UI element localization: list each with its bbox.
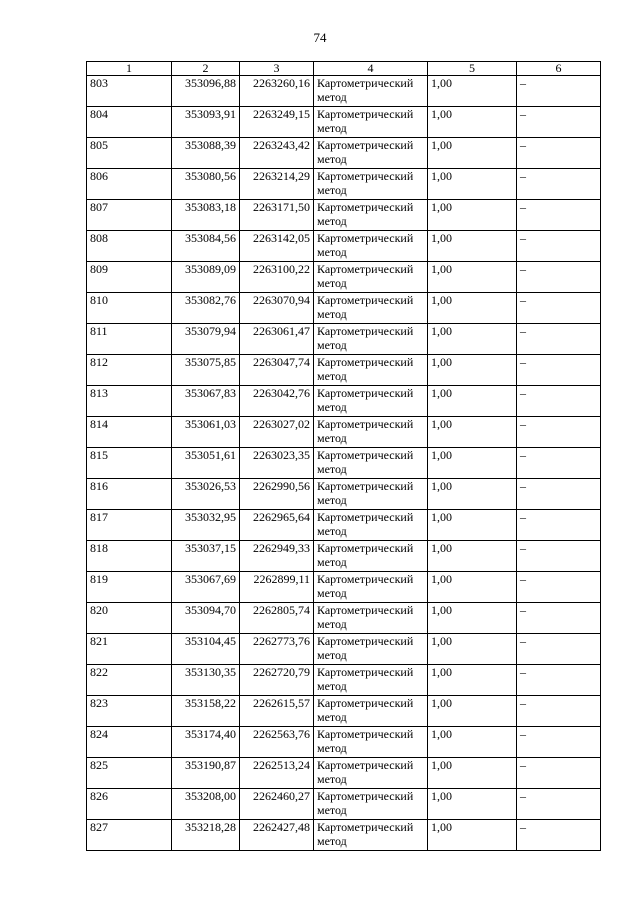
x-coordinate-cell: 353104,45: [172, 634, 240, 665]
point-number-cell: 804: [87, 107, 172, 138]
note-cell: –: [517, 479, 601, 510]
point-number-cell: 812: [87, 355, 172, 386]
point-number-cell: 809: [87, 262, 172, 293]
point-number-cell: 811: [87, 324, 172, 355]
method-cell: Картометрический метод: [314, 572, 428, 603]
column-header-6: 6: [517, 62, 601, 76]
method-cell: Картометрический метод: [314, 789, 428, 820]
y-coordinate-cell: 2263214,29: [240, 169, 314, 200]
table-header-row: [87, 62, 601, 76]
accuracy-cell: 1,00: [428, 231, 517, 262]
x-coordinate-cell: 353061,03: [172, 417, 240, 448]
y-coordinate-cell: 2262990,56: [240, 479, 314, 510]
accuracy-cell: 1,00: [428, 820, 517, 851]
method-cell: Картометрический метод: [314, 107, 428, 138]
column-header-3: 3: [240, 62, 314, 76]
table-row: [87, 107, 601, 138]
table-row: [87, 603, 601, 634]
method-cell: Картометрический метод: [314, 665, 428, 696]
accuracy-cell: 1,00: [428, 789, 517, 820]
note-cell: –: [517, 665, 601, 696]
table-row: [87, 448, 601, 479]
point-number-cell: 806: [87, 169, 172, 200]
page-number: 74: [313, 30, 327, 45]
x-coordinate-cell: 353051,61: [172, 448, 240, 479]
x-coordinate-cell: 353032,95: [172, 510, 240, 541]
table-row: [87, 510, 601, 541]
note-cell: –: [517, 634, 601, 665]
x-coordinate-cell: 353075,85: [172, 355, 240, 386]
y-coordinate-cell: 2262563,76: [240, 727, 314, 758]
accuracy-cell: 1,00: [428, 727, 517, 758]
point-number-cell: 817: [87, 510, 172, 541]
note-cell: –: [517, 138, 601, 169]
method-cell: Картометрический метод: [314, 541, 428, 572]
y-coordinate-cell: 2263260,16: [240, 76, 314, 107]
y-coordinate-cell: 2263023,35: [240, 448, 314, 479]
point-number-cell: 822: [87, 665, 172, 696]
note-cell: –: [517, 293, 601, 324]
y-coordinate-cell: 2262513,24: [240, 758, 314, 789]
x-coordinate-cell: 353190,87: [172, 758, 240, 789]
method-cell: Картометрический метод: [314, 820, 428, 851]
note-cell: –: [517, 696, 601, 727]
table-row: [87, 634, 601, 665]
note-cell: –: [517, 324, 601, 355]
column-header-1: 1: [87, 62, 172, 76]
x-coordinate-cell: 353208,00: [172, 789, 240, 820]
point-number-cell: 816: [87, 479, 172, 510]
y-coordinate-cell: 2263047,74: [240, 355, 314, 386]
note-cell: –: [517, 169, 601, 200]
y-coordinate-cell: 2262720,79: [240, 665, 314, 696]
table-row: [87, 386, 601, 417]
point-number-cell: 813: [87, 386, 172, 417]
note-cell: –: [517, 510, 601, 541]
accuracy-cell: 1,00: [428, 355, 517, 386]
y-coordinate-cell: 2263249,15: [240, 107, 314, 138]
note-cell: –: [517, 448, 601, 479]
accuracy-cell: 1,00: [428, 324, 517, 355]
table-row: [87, 727, 601, 758]
accuracy-cell: 1,00: [428, 572, 517, 603]
point-number-cell: 826: [87, 789, 172, 820]
x-coordinate-cell: 353088,39: [172, 138, 240, 169]
accuracy-cell: 1,00: [428, 107, 517, 138]
point-number-cell: 805: [87, 138, 172, 169]
x-coordinate-cell: 353067,83: [172, 386, 240, 417]
x-coordinate-cell: 353218,28: [172, 820, 240, 851]
method-cell: Картометрический метод: [314, 417, 428, 448]
column-header-4: 4: [314, 62, 428, 76]
point-number-cell: 815: [87, 448, 172, 479]
x-coordinate-cell: 353158,22: [172, 696, 240, 727]
accuracy-cell: 1,00: [428, 200, 517, 231]
accuracy-cell: 1,00: [428, 665, 517, 696]
table-row: [87, 541, 601, 572]
method-cell: Картометрический метод: [314, 386, 428, 417]
x-coordinate-cell: 353089,09: [172, 262, 240, 293]
table-row: [87, 138, 601, 169]
y-coordinate-cell: 2263027,02: [240, 417, 314, 448]
x-coordinate-cell: 353083,18: [172, 200, 240, 231]
method-cell: Картометрический метод: [314, 76, 428, 107]
coordinates-table: [86, 61, 601, 851]
note-cell: –: [517, 355, 601, 386]
accuracy-cell: 1,00: [428, 696, 517, 727]
method-cell: Картометрический метод: [314, 231, 428, 262]
point-number-cell: 803: [87, 76, 172, 107]
note-cell: –: [517, 820, 601, 851]
accuracy-cell: 1,00: [428, 262, 517, 293]
note-cell: –: [517, 758, 601, 789]
column-header-5: 5: [428, 62, 517, 76]
table-row: [87, 262, 601, 293]
x-coordinate-cell: 353084,56: [172, 231, 240, 262]
method-cell: Картометрический метод: [314, 727, 428, 758]
method-cell: Картометрический метод: [314, 169, 428, 200]
point-number-cell: 807: [87, 200, 172, 231]
y-coordinate-cell: 2262427,48: [240, 820, 314, 851]
accuracy-cell: 1,00: [428, 541, 517, 572]
note-cell: –: [517, 262, 601, 293]
table-row: [87, 820, 601, 851]
point-number-cell: 814: [87, 417, 172, 448]
y-coordinate-cell: 2262615,57: [240, 696, 314, 727]
accuracy-cell: 1,00: [428, 76, 517, 107]
table-row: [87, 417, 601, 448]
point-number-cell: 818: [87, 541, 172, 572]
table-row: [87, 231, 601, 262]
table-row: [87, 76, 601, 107]
point-number-cell: 819: [87, 572, 172, 603]
note-cell: –: [517, 231, 601, 262]
x-coordinate-cell: 353067,69: [172, 572, 240, 603]
note-cell: –: [517, 417, 601, 448]
table-row: [87, 355, 601, 386]
accuracy-cell: 1,00: [428, 634, 517, 665]
point-number-cell: 823: [87, 696, 172, 727]
method-cell: Картометрический метод: [314, 262, 428, 293]
y-coordinate-cell: 2263042,76: [240, 386, 314, 417]
method-cell: Картометрический метод: [314, 293, 428, 324]
y-coordinate-cell: 2262949,33: [240, 541, 314, 572]
accuracy-cell: 1,00: [428, 138, 517, 169]
method-cell: Картометрический метод: [314, 138, 428, 169]
accuracy-cell: 1,00: [428, 417, 517, 448]
method-cell: Картометрический метод: [314, 696, 428, 727]
y-coordinate-cell: 2263070,94: [240, 293, 314, 324]
note-cell: –: [517, 541, 601, 572]
accuracy-cell: 1,00: [428, 758, 517, 789]
point-number-cell: 820: [87, 603, 172, 634]
table-row: [87, 789, 601, 820]
table-row: [87, 572, 601, 603]
point-number-cell: 810: [87, 293, 172, 324]
y-coordinate-cell: 2262805,74: [240, 603, 314, 634]
accuracy-cell: 1,00: [428, 169, 517, 200]
table-row: [87, 758, 601, 789]
table-row: [87, 479, 601, 510]
y-coordinate-cell: 2263061,47: [240, 324, 314, 355]
method-cell: Картометрический метод: [314, 758, 428, 789]
accuracy-cell: 1,00: [428, 448, 517, 479]
table-row: [87, 324, 601, 355]
method-cell: Картометрический метод: [314, 479, 428, 510]
point-number-cell: 821: [87, 634, 172, 665]
method-cell: Картометрический метод: [314, 634, 428, 665]
y-coordinate-cell: 2262899,11: [240, 572, 314, 603]
note-cell: –: [517, 76, 601, 107]
x-coordinate-cell: 353037,15: [172, 541, 240, 572]
x-coordinate-cell: 353130,35: [172, 665, 240, 696]
method-cell: Картометрический метод: [314, 324, 428, 355]
accuracy-cell: 1,00: [428, 293, 517, 324]
y-coordinate-cell: 2263243,42: [240, 138, 314, 169]
point-number-cell: 808: [87, 231, 172, 262]
method-cell: Картометрический метод: [314, 510, 428, 541]
y-coordinate-cell: 2263100,22: [240, 262, 314, 293]
accuracy-cell: 1,00: [428, 479, 517, 510]
table-row: [87, 200, 601, 231]
y-coordinate-cell: 2263142,05: [240, 231, 314, 262]
x-coordinate-cell: 353096,88: [172, 76, 240, 107]
table-row: [87, 665, 601, 696]
method-cell: Картометрический метод: [314, 448, 428, 479]
method-cell: Картометрический метод: [314, 603, 428, 634]
x-coordinate-cell: 353093,91: [172, 107, 240, 138]
note-cell: –: [517, 789, 601, 820]
note-cell: –: [517, 572, 601, 603]
y-coordinate-cell: 2263171,50: [240, 200, 314, 231]
table-row: [87, 169, 601, 200]
table-row: [87, 696, 601, 727]
x-coordinate-cell: 353079,94: [172, 324, 240, 355]
note-cell: –: [517, 200, 601, 231]
table-row: [87, 293, 601, 324]
y-coordinate-cell: 2262460,27: [240, 789, 314, 820]
note-cell: –: [517, 727, 601, 758]
x-coordinate-cell: 353094,70: [172, 603, 240, 634]
note-cell: –: [517, 107, 601, 138]
x-coordinate-cell: 353082,76: [172, 293, 240, 324]
note-cell: –: [517, 603, 601, 634]
point-number-cell: 827: [87, 820, 172, 851]
method-cell: Картометрический метод: [314, 355, 428, 386]
accuracy-cell: 1,00: [428, 510, 517, 541]
point-number-cell: 825: [87, 758, 172, 789]
point-number-cell: 824: [87, 727, 172, 758]
y-coordinate-cell: 2262965,64: [240, 510, 314, 541]
x-coordinate-cell: 353080,56: [172, 169, 240, 200]
accuracy-cell: 1,00: [428, 603, 517, 634]
x-coordinate-cell: 353174,40: [172, 727, 240, 758]
method-cell: Картометрический метод: [314, 200, 428, 231]
x-coordinate-cell: 353026,53: [172, 479, 240, 510]
accuracy-cell: 1,00: [428, 386, 517, 417]
column-header-2: 2: [172, 62, 240, 76]
note-cell: –: [517, 386, 601, 417]
y-coordinate-cell: 2262773,76: [240, 634, 314, 665]
